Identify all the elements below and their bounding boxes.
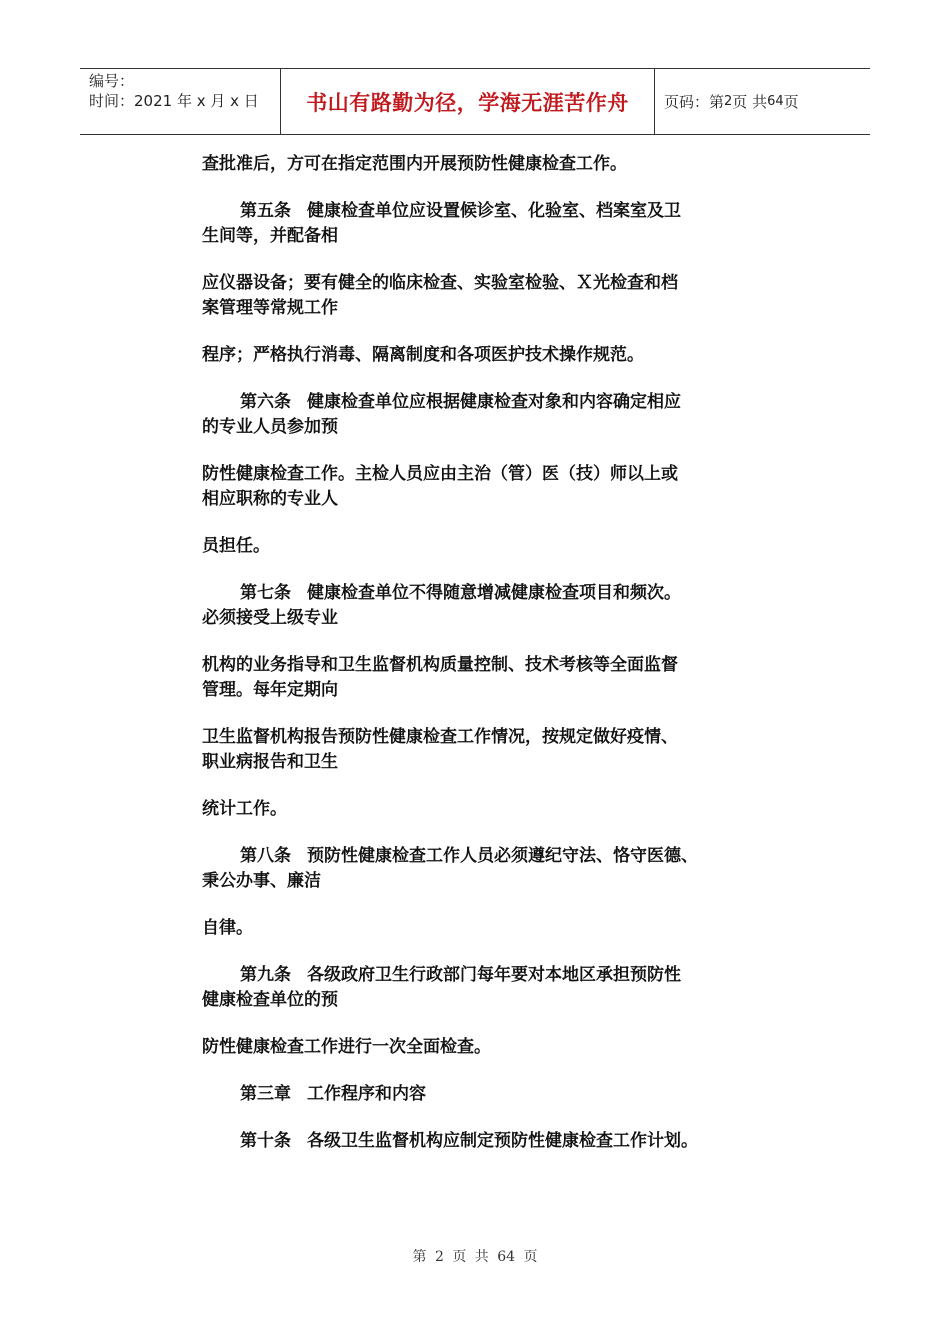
article-title: 第十条 — [240, 1131, 291, 1151]
paragraph — [202, 199, 762, 249]
paragraph — [202, 271, 762, 321]
paragraph — [202, 390, 762, 440]
paragraph — [202, 797, 762, 822]
paragraph-line: 防性健康检查工作。主检人员应由主治（管）医（技）师以上或 — [202, 464, 678, 484]
paragraph — [202, 1035, 762, 1060]
document-number-label: 编号： — [89, 72, 135, 90]
footer-mid: 页 共 — [452, 1249, 489, 1265]
paragraph-line: 防性健康检查工作进行一次全面检查。 — [202, 1037, 491, 1057]
footer-total-pages: 64 — [497, 1249, 516, 1265]
page-header — [80, 68, 870, 135]
paragraph — [202, 963, 762, 1013]
paragraph — [202, 653, 762, 703]
paragraph — [202, 343, 762, 368]
paragraph-line: 的专业人员参加预 — [202, 417, 338, 437]
header-page-current: 2 — [724, 94, 733, 109]
article-title: 第五条 — [240, 201, 291, 221]
paragraph-line: 自律。 — [202, 918, 253, 938]
footer-prefix: 第 — [412, 1249, 427, 1265]
paragraph-line: 应仪器设备；要有健全的临床检查、实验室检验、Ｘ光检查和档 — [202, 273, 678, 293]
paragraph — [202, 462, 762, 512]
paragraph-line: 预防性健康检查工作人员必须遵纪守法、恪守医德、 — [307, 846, 698, 866]
article-title: 第三章 — [240, 1084, 291, 1104]
paragraph — [202, 534, 762, 559]
paragraph-line: 卫生监督机构报告预防性健康检查工作情况，按规定做好疫情、 — [202, 727, 678, 747]
paragraph — [202, 152, 762, 177]
header-page-total: 64 — [767, 94, 784, 109]
paragraph-line: 健康检查单位不得随意增减健康检查项目和频次。 — [307, 583, 681, 603]
header-meta — [80, 69, 281, 134]
paragraph-line: 健康检查单位应设置候诊室、化验室、档案室及卫 — [307, 201, 681, 221]
article-title: 第六条 — [240, 392, 291, 412]
document-time-label: 时间：2021 年 x 月 x 日 — [89, 92, 259, 110]
paragraph-line: 相应职称的专业人 — [202, 489, 338, 509]
paragraph-line: 案管理等常规工作 — [202, 298, 338, 318]
article-title: 第八条 — [240, 846, 291, 866]
footer-suffix: 页 — [523, 1249, 538, 1265]
paragraph-line: 统计工作。 — [202, 799, 287, 819]
paragraph-line: 工作程序和内容 — [307, 1084, 426, 1104]
paragraph-line: 员担任。 — [202, 536, 270, 556]
paragraph-line: 健康检查单位应根据健康检查对象和内容确定相应 — [307, 392, 681, 412]
paragraph-line: 各级卫生监督机构应制定预防性健康检查工作计划。 — [307, 1131, 698, 1151]
paragraph-line: 各级政府卫生行政部门每年要对本地区承担预防性 — [307, 965, 681, 985]
header-page-info — [655, 69, 870, 134]
page-footer — [0, 1246, 950, 1266]
paragraph — [202, 916, 762, 941]
header-page-suffix: 页 — [783, 93, 799, 111]
paragraph-line: 生间等，并配备相 — [202, 226, 338, 246]
document-body — [202, 152, 762, 1176]
paragraph-line: 秉公办事、廉洁 — [202, 871, 321, 891]
header-motto: 书山有路勤为径，学海无涯苦作舟 — [281, 69, 655, 134]
footer-current-page: 2 — [434, 1249, 444, 1265]
paragraph-line: 机构的业务指导和卫生监督机构质量控制、技术考核等全面监督 — [202, 655, 678, 675]
paragraph-line: 查批准后，方可在指定范围内开展预防性健康检查工作。 — [202, 154, 627, 174]
header-page-prefix: 页码：第 — [664, 93, 725, 111]
paragraph — [202, 725, 762, 775]
header-page-mid: 页 共 — [732, 93, 768, 111]
paragraph — [202, 1082, 762, 1107]
paragraph-line: 程序；严格执行消毒、隔离制度和各项医护技术操作规范。 — [202, 345, 644, 365]
paragraph — [202, 844, 762, 894]
paragraph-line: 管理。每年定期向 — [202, 680, 338, 700]
article-title: 第七条 — [240, 583, 291, 603]
paragraph-line: 健康检查单位的预 — [202, 990, 338, 1010]
paragraph-line: 必须接受上级专业 — [202, 608, 338, 628]
paragraph — [202, 1129, 762, 1154]
paragraph-line: 职业病报告和卫生 — [202, 752, 338, 772]
paragraph — [202, 581, 762, 631]
article-title: 第九条 — [240, 965, 291, 985]
